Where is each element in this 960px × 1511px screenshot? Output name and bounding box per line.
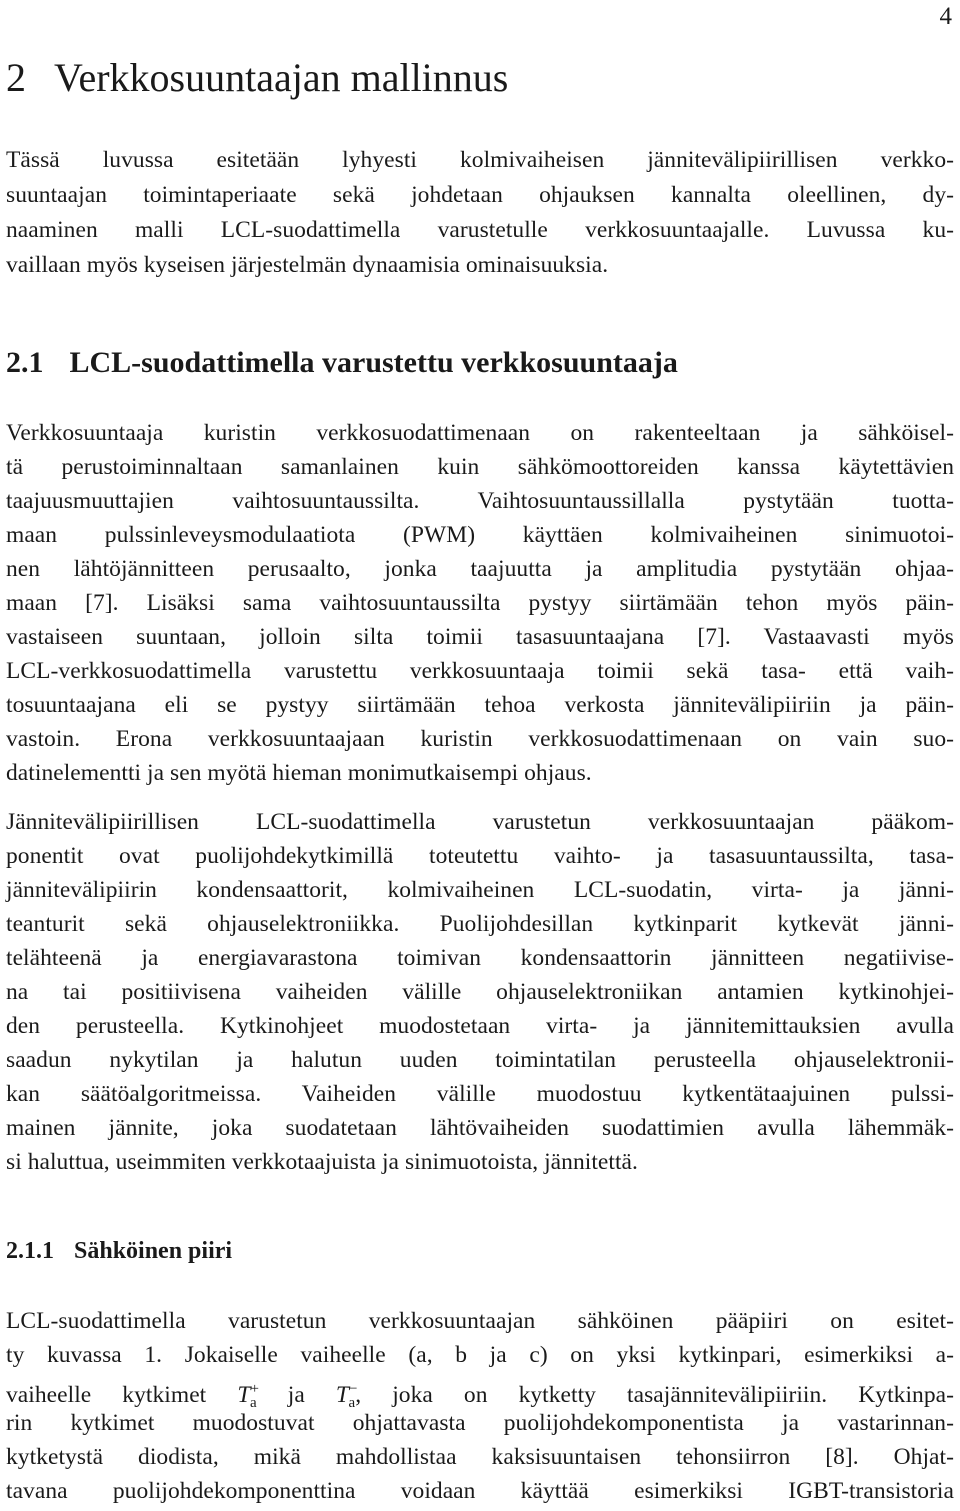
paragraph-line: ponentit ovat puolijohdekytkimillä toteutettu vaihto- ja tasasuuntaussilta, tasa- bbox=[6, 843, 954, 869]
paragraph-line: vastoin. Erona verkkosuuntaajaan kuristin verkkosuodattimenaan on vain suo- bbox=[6, 726, 954, 752]
paragraph-line: kytketystä diodista, mikä mahdollistaa kaksisuuntaisen tehonsiirron [8]. Ohjat- bbox=[6, 1444, 954, 1470]
intro-line: vaillaan myös kyseisen järjestelmän dynaamisia ominaisuuksia. bbox=[6, 252, 609, 278]
math-symbol: T bbox=[237, 1382, 251, 1408]
paragraph-line: kan säätöalgoritmeissa. Vaiheiden välille muodostuu kytkentätaajuinen pulssi- bbox=[6, 1081, 954, 1107]
paragraph-line: tä perustoiminnaltaan samanlainen kuin sähkömoottoreiden kanssa käytettävien bbox=[6, 454, 954, 480]
page-number: 4 bbox=[939, 3, 952, 30]
section-number: 2.1 bbox=[6, 346, 44, 379]
paragraph-line: si haluttua, useimmiten verkkotaajuista ja sinimuotoista, jännitettä. bbox=[6, 1149, 638, 1175]
section-heading bbox=[6, 343, 678, 383]
intro-line: naaminen malli LCL-suodattimella varustetulle verkkosuuntaajalle. Luvussa ku- bbox=[6, 217, 954, 243]
paragraph-line: taajuusmuuttajien vaihtosuuntaussilta. Vaihtosuuntaussillalla pystytään tuotta- bbox=[6, 488, 954, 514]
chapter-heading bbox=[6, 52, 508, 104]
paragraph-line: teanturit sekä ohjauselektroniikka. Puolijohdesillan kytkinparit kytkevät jänni- bbox=[6, 911, 954, 937]
math-symbol: T bbox=[335, 1382, 349, 1408]
paragraph-line: telähteenä ja energiavarastona toimivan kondensaattorin jännitteen negatiivise- bbox=[6, 945, 954, 971]
paragraph-line: na tai positiivisena vaiheiden välille ohjauselektroniikan antamien kytkinohjei- bbox=[6, 979, 954, 1005]
paragraph-line: tosuuntaajana eli se pystyy siirtämään tehoa verkosta jännitevälipiiriin ja päin- bbox=[6, 692, 954, 718]
paragraph-line: rin kytkimet muodostuvat ohjattavasta puolijohdekomponentista ja vastarinnan- bbox=[6, 1410, 954, 1436]
math-superscript: + bbox=[250, 1381, 259, 1397]
math-switch-upper bbox=[237, 1381, 259, 1411]
paragraph-line: tavana puolijohdekomponenttina voidaan käyttää esimerkiksi IGBT-transistoria bbox=[6, 1478, 954, 1504]
subsection-title: Sähköinen piiri bbox=[74, 1238, 233, 1264]
chapter-number: 2 bbox=[6, 55, 26, 100]
paragraph-line: maan pulssinleveysmodulaatiota (PWM) käyttäen kolmivaiheinen sinimuotoi- bbox=[6, 522, 954, 548]
paragraph-line: Jännitevälipiirillisen LCL-suodattimella varustetun verkkosuuntaajan pääkom- bbox=[6, 809, 954, 835]
text-fragment: , joka on kytketty tasajännitevälipiiriin. Kytkinpa- bbox=[355, 1382, 955, 1408]
paragraph-line: Verkkosuuntaaja kuristin verkkosuodattimenaan on rakenteeltaan ja sähköisel- bbox=[6, 420, 954, 446]
intro-line: Tässä luvussa esitetään lyhyesti kolmivaiheisen jännitevälipiirillisen verkko- bbox=[6, 147, 954, 173]
paragraph-line: datinelementti ja sen myötä hieman monimutkaisempi ohjaus. bbox=[6, 760, 592, 786]
text-fragment: ja bbox=[287, 1382, 305, 1408]
paragraph-line: maan [7]. Lisäksi sama vaihtosuuntaussilta pystyy siirtämään tehon myös päin- bbox=[6, 590, 954, 616]
paragraph-line: mainen jännite, joka suodatetaan lähtövaiheiden suodattimien avulla lähemmäk- bbox=[6, 1115, 954, 1141]
body-paragraph-1 bbox=[6, 416, 954, 790]
intro-line: suuntaajan toimintaperiaate sekä johdetaan ohjauksen kannalta oleellinen, dy- bbox=[6, 182, 954, 208]
paragraph-line: LCL-suodattimella varustetun verkkosuuntaajan sähköinen pääpiiri on esitet- bbox=[6, 1308, 954, 1334]
body-paragraph-3 bbox=[6, 1304, 954, 1508]
section-title: LCL-suodattimella varustettu verkkosuuntaaja bbox=[69, 346, 678, 379]
paragraph-line-with-math bbox=[6, 1372, 955, 1411]
body-paragraph-2 bbox=[6, 805, 954, 1179]
math-superscript: − bbox=[349, 1381, 358, 1397]
paragraph-line: LCL-verkkosuodattimella varustettu verkkosuuntaaja toimii sekä tasa- että vaih- bbox=[6, 658, 954, 684]
math-subscript: a bbox=[249, 1395, 257, 1411]
subsection-number: 2.1.1 bbox=[6, 1238, 54, 1264]
chapter-title: Verkkosuuntaajan mallinnus bbox=[54, 55, 509, 100]
paragraph-line: vastaiseen suuntaan, jolloin silta toimii tasasuuntaajana [7]. Vastaavasti myös bbox=[6, 624, 954, 650]
paragraph-line: saadun nykytilan ja halutun uuden toimintatilan perusteella ohjauselektronii- bbox=[6, 1047, 954, 1073]
paragraph-line: ty kuvassa 1. Jokaiselle vaiheelle (a, b ja c) on yksi kytkinpari, esimerkiksi a- bbox=[6, 1342, 954, 1368]
math-switch-lower bbox=[335, 1381, 358, 1411]
intro-paragraph bbox=[6, 143, 954, 283]
math-subscript: a bbox=[348, 1395, 356, 1411]
paragraph-line: den perusteella. Kytkinohjeet muodostetaan virta- ja jännitemittauksien avulla bbox=[6, 1013, 954, 1039]
subsection-heading bbox=[6, 1233, 232, 1269]
paragraph-line: jännitevälipiirin kondensaattorit, kolmivaiheinen LCL-suodatin, virta- ja jänni- bbox=[6, 877, 954, 903]
paragraph-line: nen lähtöjännitteen perusaalto, jonka taajuutta ja amplitudia pystytään ohjaa- bbox=[6, 556, 954, 582]
text-fragment: vaiheelle kytkimet bbox=[6, 1382, 207, 1408]
